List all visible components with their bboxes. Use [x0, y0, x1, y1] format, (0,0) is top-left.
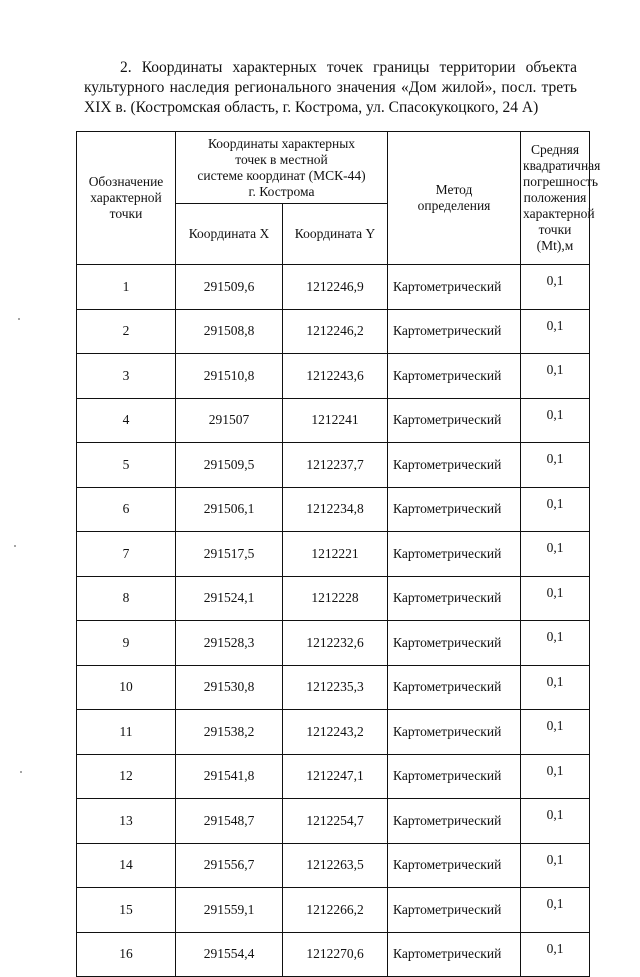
cell-coordinate-x: 291509,6 — [176, 265, 283, 310]
cell-coordinate-y: 1212266,2 — [283, 888, 388, 933]
cell-method: Картометрический — [388, 665, 521, 710]
cell-error: 0,1 — [521, 621, 590, 666]
scan-mark — [18, 318, 20, 320]
cell-method: Картометрический — [388, 532, 521, 577]
cell-error: 0,1 — [521, 799, 590, 844]
header-error: Средняя квадратичная погрешность положения характерной точки (Mt),м — [521, 132, 590, 265]
cell-method: Картометрический — [388, 443, 521, 488]
table-row — [77, 487, 590, 532]
cell-coordinate-x: 291530,8 — [176, 665, 283, 710]
header-x: Координата X — [176, 204, 283, 265]
header-coords-group: Координаты характерных точек в местной системе координат (МСК-44) г. Кострома — [176, 132, 388, 204]
table-row — [77, 309, 590, 354]
cell-method: Картометрический — [388, 843, 521, 888]
title-line: культурного наследия регионального значения «Дом жилой», посл. треть — [84, 79, 577, 96]
cell-error: 0,1 — [521, 932, 590, 977]
cell-point-number: 1 — [77, 265, 176, 310]
table-row — [77, 665, 590, 710]
cell-coordinate-y: 1212243,6 — [283, 354, 388, 399]
cell-error: 0,1 — [521, 843, 590, 888]
cell-coordinate-y: 1212263,5 — [283, 843, 388, 888]
table-row — [77, 621, 590, 666]
cell-point-number: 12 — [77, 754, 176, 799]
cell-method: Картометрический — [388, 576, 521, 621]
table-row — [77, 843, 590, 888]
cell-coordinate-x: 291524,1 — [176, 576, 283, 621]
cell-method: Картометрический — [388, 888, 521, 933]
cell-error: 0,1 — [521, 532, 590, 577]
cell-coordinate-y: 1212270,6 — [283, 932, 388, 977]
cell-error: 0,1 — [521, 754, 590, 799]
cell-error: 0,1 — [521, 265, 590, 310]
cell-method: Картометрический — [388, 799, 521, 844]
cell-error: 0,1 — [521, 354, 590, 399]
cell-coordinate-x: 291541,8 — [176, 754, 283, 799]
cell-coordinate-x: 291509,5 — [176, 443, 283, 488]
cell-point-number: 11 — [77, 710, 176, 755]
header-point: Обозначение характерной точки — [77, 132, 176, 265]
header-method: Метод определения — [388, 132, 521, 265]
cell-point-number: 13 — [77, 799, 176, 844]
table-row — [77, 710, 590, 755]
table-row — [77, 799, 590, 844]
cell-point-number: 7 — [77, 532, 176, 577]
cell-method: Картометрический — [388, 710, 521, 755]
cell-coordinate-x: 291559,1 — [176, 888, 283, 933]
cell-coordinate-x: 291528,3 — [176, 621, 283, 666]
cell-error: 0,1 — [521, 665, 590, 710]
cell-error: 0,1 — [521, 888, 590, 933]
cell-error: 0,1 — [521, 443, 590, 488]
cell-coordinate-x: 291538,2 — [176, 710, 283, 755]
cell-coordinate-x: 291507 — [176, 398, 283, 443]
table-row — [77, 888, 590, 933]
scan-mark — [20, 771, 22, 773]
title-line: 2. Координаты характерных точек границы территории объекта — [120, 59, 577, 76]
table-row — [77, 532, 590, 577]
cell-point-number: 9 — [77, 621, 176, 666]
table-row — [77, 398, 590, 443]
cell-error: 0,1 — [521, 309, 590, 354]
cell-method: Картометрический — [388, 265, 521, 310]
cell-method: Картометрический — [388, 354, 521, 399]
cell-point-number: 14 — [77, 843, 176, 888]
cell-coordinate-x: 291517,5 — [176, 532, 283, 577]
cell-coordinate-x: 291554,4 — [176, 932, 283, 977]
cell-coordinate-x: 291556,7 — [176, 843, 283, 888]
cell-coordinate-x: 291510,8 — [176, 354, 283, 399]
cell-coordinate-y: 1212243,2 — [283, 710, 388, 755]
cell-point-number: 8 — [77, 576, 176, 621]
cell-point-number: 2 — [77, 309, 176, 354]
cell-method: Картометрический — [388, 754, 521, 799]
cell-error: 0,1 — [521, 576, 590, 621]
table-row — [77, 265, 590, 310]
cell-point-number: 5 — [77, 443, 176, 488]
table-row — [77, 443, 590, 488]
cell-coordinate-y: 1212235,3 — [283, 665, 388, 710]
cell-error: 0,1 — [521, 487, 590, 532]
cell-coordinate-y: 1212221 — [283, 532, 388, 577]
cell-error: 0,1 — [521, 398, 590, 443]
cell-coordinate-y: 1212228 — [283, 576, 388, 621]
cell-coordinate-y: 1212254,7 — [283, 799, 388, 844]
cell-error: 0,1 — [521, 710, 590, 755]
document-title — [84, 58, 577, 118]
cell-point-number: 3 — [77, 354, 176, 399]
table-row — [77, 932, 590, 977]
table-row — [77, 576, 590, 621]
cell-coordinate-y: 1212247,1 — [283, 754, 388, 799]
cell-method: Картометрический — [388, 309, 521, 354]
cell-point-number: 16 — [77, 932, 176, 977]
cell-method: Картометрический — [388, 621, 521, 666]
cell-method: Картометрический — [388, 398, 521, 443]
title-line: XIX в. (Костромская область, г. Кострома, ул. Спасокукоцкого, 24 А) — [84, 99, 539, 116]
cell-coordinate-x: 291508,8 — [176, 309, 283, 354]
cell-point-number: 6 — [77, 487, 176, 532]
cell-point-number: 15 — [77, 888, 176, 933]
cell-coordinate-y: 1212241 — [283, 398, 388, 443]
cell-coordinate-x: 291506,1 — [176, 487, 283, 532]
header-y: Координата Y — [283, 204, 388, 265]
cell-coordinate-y: 1212246,9 — [283, 265, 388, 310]
cell-method: Картометрический — [388, 932, 521, 977]
cell-coordinate-y: 1212246,2 — [283, 309, 388, 354]
cell-coordinate-y: 1212234,8 — [283, 487, 388, 532]
cell-coordinate-y: 1212232,6 — [283, 621, 388, 666]
table-row — [77, 754, 590, 799]
coordinates-table — [76, 131, 601, 977]
cell-point-number: 4 — [77, 398, 176, 443]
scan-mark — [14, 545, 16, 547]
cell-coordinate-y: 1212237,7 — [283, 443, 388, 488]
cell-point-number: 10 — [77, 665, 176, 710]
table-row — [77, 354, 590, 399]
cell-method: Картометрический — [388, 487, 521, 532]
cell-coordinate-x: 291548,7 — [176, 799, 283, 844]
